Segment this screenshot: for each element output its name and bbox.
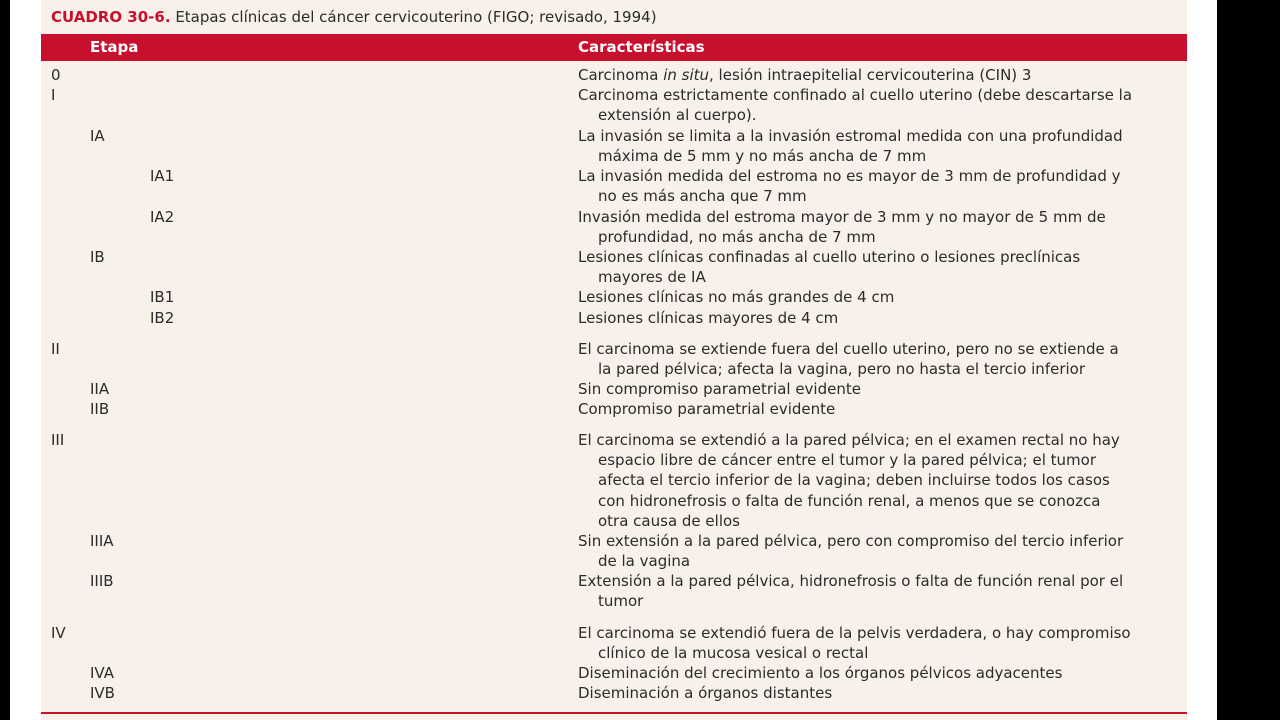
stage-label: IVB — [90, 684, 115, 702]
stage-description — [578, 430, 1178, 531]
stage-label: IIA — [90, 380, 110, 398]
table-header — [41, 34, 1187, 61]
description-line: espacio libre de cáncer entre el tumor y la pared pélvica; el tumor — [598, 451, 1096, 470]
stage-description — [578, 65, 1178, 85]
stage-label: IB1 — [150, 288, 175, 306]
description-line: tumor — [598, 592, 644, 611]
stage-description — [578, 623, 1178, 663]
description-line: otra causa de ellos — [598, 511, 740, 530]
stage-description — [578, 379, 1178, 399]
description-line: Lesiones clínicas confinadas al cuello uterino o lesiones preclínicas — [578, 248, 1081, 266]
stage-description — [578, 308, 1178, 328]
stage-description — [578, 85, 1178, 125]
stage-label: IA1 — [150, 167, 175, 185]
stage-description — [578, 399, 1178, 419]
stage-label: IV — [51, 624, 66, 642]
stage-label: II — [51, 340, 60, 358]
stage-description — [578, 663, 1178, 683]
stage-description — [578, 683, 1178, 703]
description-line: clínico de la mucosa vesical o rectal — [598, 644, 869, 663]
stage-label: IIB — [90, 400, 110, 418]
description-line: de la vagina — [598, 552, 691, 571]
header-stage: Etapa — [90, 38, 139, 56]
stage-description — [578, 166, 1178, 206]
description-line: Carcinoma estrictamente confinado al cuello uterino (debe descartarse la — [578, 86, 1133, 104]
description-line: La invasión medida del estroma no es mayor de 3 mm de profundidad y — [578, 167, 1121, 185]
stage-description — [578, 207, 1178, 247]
stage-label: IA2 — [150, 208, 175, 226]
description-line: mayores de IA — [598, 268, 706, 287]
table-title: Etapas clínicas del cáncer cervicouterino (FIGO; revisado, 1994) — [175, 8, 657, 26]
table-number: CUADRO 30-6. — [51, 8, 171, 26]
description-line: Sin compromiso parametrial evidente — [578, 380, 861, 398]
description-line: Compromiso parametrial evidente — [578, 400, 836, 418]
document-page — [41, 0, 1187, 720]
description-line: El carcinoma se extiende fuera del cuello uterino, pero no se extiende a — [578, 340, 1119, 358]
description-line: Lesiones clínicas no más grandes de 4 cm — [578, 288, 895, 306]
stage-label: IIIB — [90, 572, 114, 590]
description-line: Diseminación a órganos distantes — [578, 684, 833, 702]
description-line: El carcinoma se extendió fuera de la pelvis verdadera, o hay compromiso — [578, 624, 1131, 642]
stage-label: IIIA — [90, 532, 114, 550]
stage-label: 0 — [51, 66, 61, 84]
stage-description — [578, 571, 1178, 611]
table-caption — [51, 7, 657, 27]
stage-description — [578, 339, 1178, 379]
header-characteristics: Características — [578, 38, 705, 56]
description-line: Extensión a la pared pélvica, hidronefrosis o falta de función renal por el — [578, 572, 1124, 590]
stage-label: III — [51, 431, 65, 449]
stage-description — [578, 287, 1178, 307]
description-line: máxima de 5 mm y no más ancha de 7 mm — [598, 147, 927, 166]
description-line: profundidad, no más ancha de 7 mm — [598, 228, 876, 247]
description-line: afecta el tercio inferior de la vagina; deben incluirse todos los casos — [598, 471, 1110, 490]
description-line: no es más ancha que 7 mm — [598, 187, 807, 206]
stage-description — [578, 247, 1178, 287]
description-line: Lesiones clínicas mayores de 4 cm — [578, 309, 839, 327]
description-line: extensión al cuerpo). — [598, 106, 757, 125]
stage-label: I — [51, 86, 56, 104]
stage-description — [578, 126, 1178, 166]
description-line: Carcinoma in situ, lesión intraepitelial cervicouterina (CIN) 3 — [578, 66, 1032, 84]
description-line: Sin extensión a la pared pélvica, pero con compromiso del tercio inferior — [578, 532, 1124, 550]
slide — [10, 0, 1217, 720]
stage-label: IB2 — [150, 309, 175, 327]
description-line: con hidronefrosis o falta de función renal, a menos que se conozca — [598, 491, 1101, 510]
description-line: Diseminación del crecimiento a los órganos pélvicos adyacentes — [578, 664, 1063, 682]
description-line: El carcinoma se extendió a la pared pélvica; en el examen rectal no hay — [578, 431, 1120, 449]
description-line: la pared pélvica; afecta la vagina, pero no hasta el tercio inferior — [598, 360, 1086, 379]
description-line: Invasión medida del estroma mayor de 3 mm y no mayor de 5 mm de — [578, 208, 1106, 226]
description-line: La invasión se limita a la invasión estromal medida con una profundidad — [578, 127, 1123, 145]
stage-description — [578, 531, 1178, 571]
stage-label: IVA — [90, 664, 114, 682]
table-bottom-rule — [41, 712, 1187, 714]
stage-label: IB — [90, 248, 105, 266]
stage-label: IA — [90, 127, 105, 145]
